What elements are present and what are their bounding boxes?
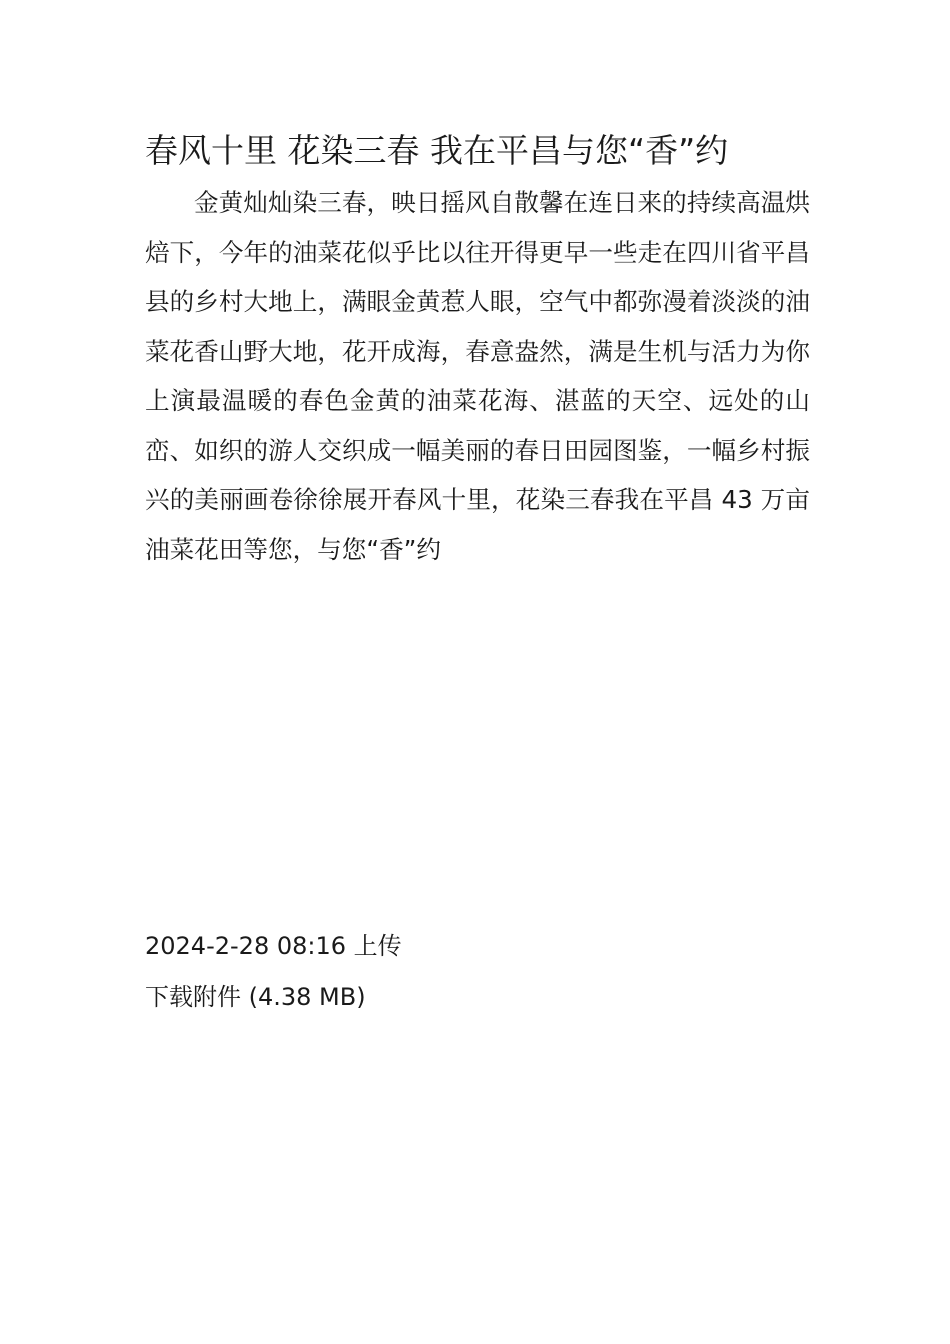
article-body: 金黄灿灿染三春，映日摇风自散馨在连日来的持续高温烘焙下，今年的油菜花似乎比以往开得更早一些走在四川省平昌县的乡村大地上，满眼金黄惹人眼，空气中都弥漫着淡淡的油菜花香山野大地，花开成海，春意盎然，满是生机与活力为你上演最温暖的春色金黄的油菜花海、湛蓝的天空、远处的山峦、如织的游人交织成一幅美丽的春日田园图鉴，一幅乡村振兴的美丽画卷徐徐展开春风十里，花染三春我在平昌 43 万亩油菜花田等您，与您“香”约 xyxy=(145,188,810,564)
download-attachment-link[interactable]: 下载附件 (4.38 MB) xyxy=(145,983,366,1011)
upload-timestamp: 2024-2-28 08:16 上传 xyxy=(145,932,402,960)
article-title: 春风十里 花染三春 我在平昌与您“香”约 xyxy=(145,131,729,170)
